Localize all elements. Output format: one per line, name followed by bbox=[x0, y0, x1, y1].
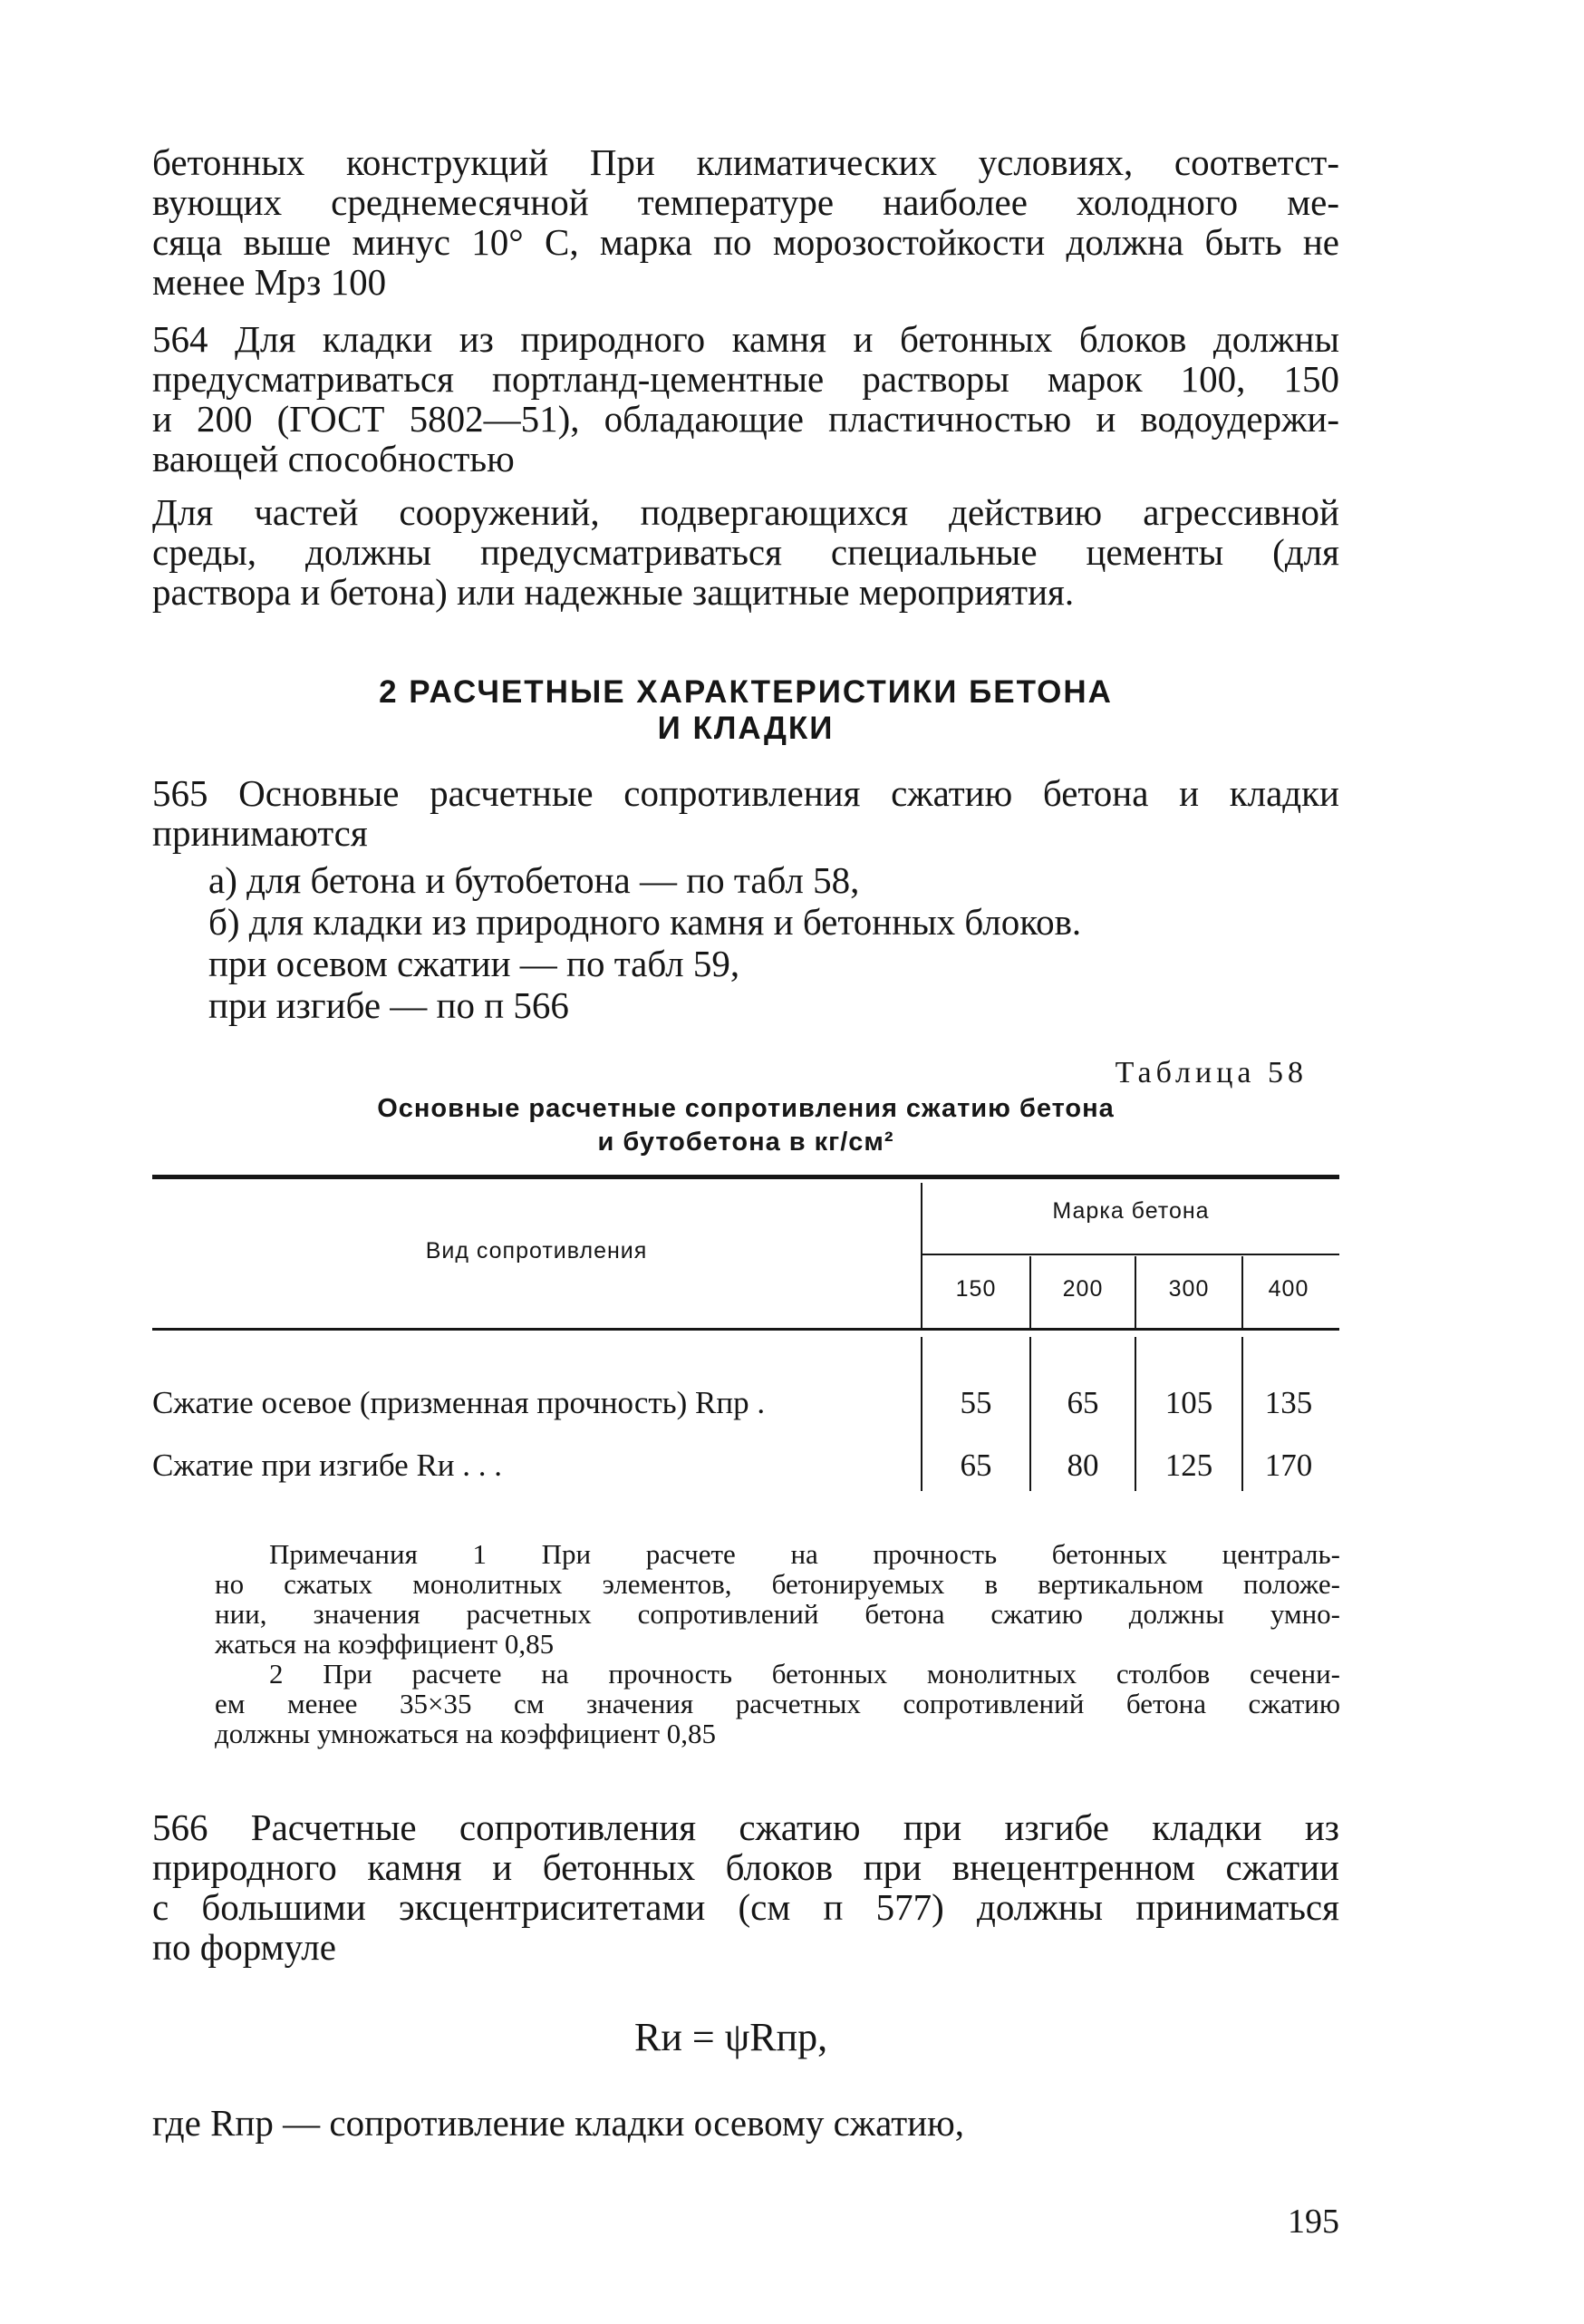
text-line: принимаются bbox=[152, 812, 368, 854]
table-cell: 105 bbox=[1164, 1385, 1213, 1420]
text-line: 565 Основные расчетные сопротивления сжатию бетона и кладки bbox=[152, 772, 1339, 814]
table-cell: 65 bbox=[960, 1448, 992, 1483]
table-cell: 135 bbox=[1264, 1385, 1313, 1420]
text-line: бетонных конструкций При климатических условиях, соответст- bbox=[152, 141, 1339, 183]
note-line: Примечания 1 При расчете на прочность бетонных централь- bbox=[269, 1538, 1340, 1570]
list-item: б) для кладки из природного камня и бетонных блоков. bbox=[208, 901, 1082, 943]
paragraph-aggressive-environment bbox=[152, 492, 1339, 612]
table-header-grade: 200 bbox=[1062, 1276, 1104, 1302]
section-heading-line1: 2 РАСЧЕТНЫЕ ХАРАКТЕРИСТИКИ БЕТОНА bbox=[379, 674, 1113, 710]
text-line: сяца выше минус 10° С, марка по морозостойкости должна быть не bbox=[152, 221, 1339, 263]
note-line: жаться на коэффициент 0,85 bbox=[215, 1628, 555, 1660]
paragraph-566 bbox=[152, 1807, 1339, 1967]
note-line: нии, значения расчетных сопротивлений бетона сжатию должны умно- bbox=[215, 1598, 1340, 1630]
text-line: раствора и бетона) или надежные защитные мероприятия. bbox=[152, 571, 1075, 613]
table-cell: 55 bbox=[960, 1385, 992, 1420]
text-line: 566 Расчетные сопротивления сжатию при изгибе кладки из bbox=[152, 1806, 1339, 1848]
paragraph-intro bbox=[152, 142, 1339, 302]
table-cell: 125 bbox=[1164, 1448, 1213, 1483]
table-row-label-axial: Сжатие осевое (призменная прочность) Rпр . bbox=[152, 1385, 766, 1420]
section-heading bbox=[152, 674, 1339, 747]
text-line: и 200 (ГОСТ 5802—51), обладающие пластичностью и водоудержи- bbox=[152, 398, 1339, 440]
text-line: вающей способностью bbox=[152, 438, 515, 479]
table-cell: 65 bbox=[1067, 1385, 1099, 1420]
paragraph-564 bbox=[152, 319, 1339, 479]
formula: Rи = ψRпр, bbox=[634, 2015, 828, 2059]
table-notes bbox=[215, 1539, 1340, 1748]
text-line: с большими эксцентриситетами (см п 577) должны приниматься bbox=[152, 1886, 1339, 1928]
table-header-grade: 150 bbox=[955, 1276, 997, 1302]
list-item: при изгибе — по п 566 bbox=[208, 984, 569, 1026]
section-heading-line2: И КЛАДКИ bbox=[657, 711, 835, 746]
table-group-rule bbox=[922, 1254, 1339, 1255]
note-line: ем менее 35×35 см значения расчетных сопротивлений бетона сжатию bbox=[215, 1688, 1340, 1719]
text-line: среды, должны предусматриваться специальные цементы (для bbox=[152, 531, 1339, 573]
table-row-label-bending: Сжатие при изгибе Rи . . . bbox=[152, 1448, 503, 1483]
table-header-concrete-grade: Марка бетона bbox=[1052, 1198, 1210, 1224]
list-item: при осевом сжатии — по табл 59, bbox=[208, 943, 740, 984]
text-line: где Rпр — сопротивление кладки осевому сжатию, bbox=[152, 2102, 964, 2144]
paragraph-where bbox=[152, 2103, 1339, 2143]
table-header-grade: 400 bbox=[1268, 1276, 1309, 1302]
note-line: но сжатых монолитных элементов, бетонируемых в вертикальном положе- bbox=[215, 1568, 1340, 1600]
table-cell: 80 bbox=[1067, 1448, 1099, 1483]
page-number: 195 bbox=[1288, 2203, 1339, 2241]
text-line: предусматриваться портланд-цементные растворы марок 100, 150 bbox=[152, 358, 1339, 400]
text-line: вующих среднемесячной температуре наиболее холодного ме- bbox=[152, 181, 1339, 223]
text-line: природного камня и бетонных блоков при внецентренном сжатии bbox=[152, 1846, 1339, 1888]
table-title bbox=[152, 1092, 1339, 1159]
table-label: Таблица 58 bbox=[1115, 1056, 1308, 1089]
list-565 bbox=[208, 859, 1278, 1026]
note-line: должны умножаться на коэффициент 0,85 bbox=[215, 1718, 717, 1749]
list-item: а) для бетона и бутобетона — по табл 58, bbox=[208, 859, 860, 901]
table-header-resistance-type: Вид сопротивления bbox=[425, 1238, 648, 1264]
table-cell: 170 bbox=[1264, 1448, 1313, 1483]
text-line: 564 Для кладки из природного камня и бетонных блоков должны bbox=[152, 318, 1339, 360]
table-title-line1: Основные расчетные сопротивления сжатию бетона bbox=[377, 1094, 1115, 1123]
table-top-rule bbox=[152, 1175, 1339, 1179]
text-line: менее Мрз 100 bbox=[152, 261, 387, 303]
table-header-grade: 300 bbox=[1168, 1276, 1210, 1302]
note-line: 2 При расчете на прочность бетонных монолитных столбов сечени- bbox=[269, 1658, 1340, 1690]
text-line: Для частей сооружений, подвергающихся действию агрессивной bbox=[152, 491, 1339, 533]
table-title-line2: и бутобетона в кг/см² bbox=[597, 1128, 894, 1157]
table-header-bottom-rule bbox=[152, 1328, 1339, 1331]
text-line: по формуле bbox=[152, 1926, 336, 1968]
paragraph-565 bbox=[152, 773, 1339, 853]
